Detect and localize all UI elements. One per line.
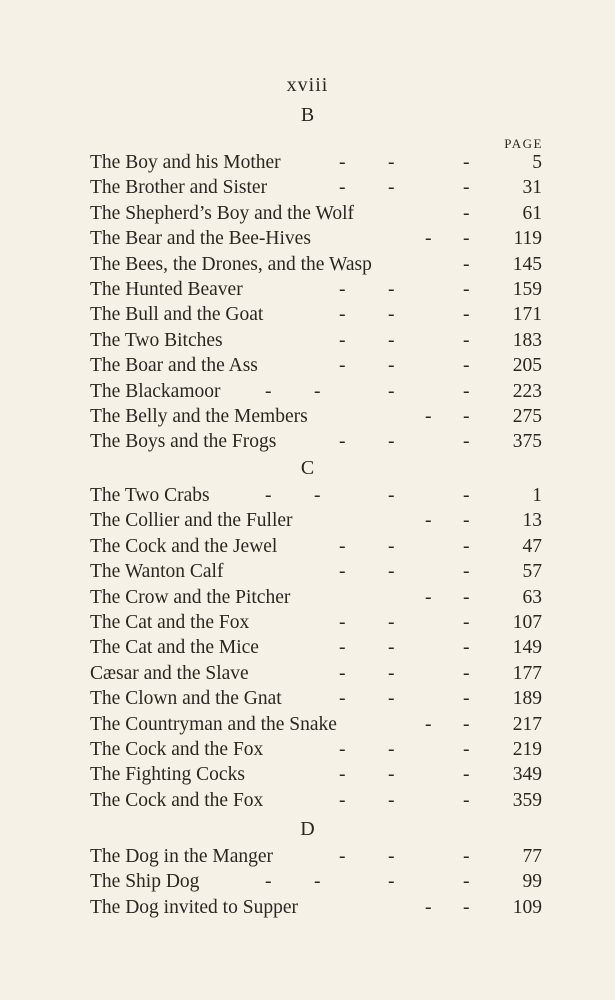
entry-title: The Dog invited to Supper [90,896,298,918]
entry-page-number: 1 [532,485,542,506]
dash-leader: - [265,871,272,893]
entry-title: The Cock and the Fox [90,789,264,811]
entry-page-number: 99 [522,871,542,893]
dash-leader: - [463,485,470,506]
index-entry [90,844,542,869]
dash-leader: - [314,871,321,893]
dash-leader: - [388,279,395,300]
entry-title: The Wanton Calf [90,561,224,583]
entry-title: The Shepherd’s Boy and the Wolf [90,202,354,224]
dash-leader: - [463,637,470,659]
section-letter-0: B [300,104,315,126]
section-letter-1: C [300,457,315,479]
dash-leader: - [388,637,395,659]
dash-leader: - [463,152,470,173]
dash-leader: - [314,485,321,506]
dash-leader: - [388,871,395,893]
entry-title: The Ship Dog [90,871,200,893]
entry-title: The Boy and his Mother [90,152,281,173]
dash-leader: - [463,329,470,351]
entry-title: The Collier and the Fuller [90,510,293,532]
dash-leader: - [463,789,470,811]
dash-leader: - [388,355,395,377]
entry-page-number: 189 [512,688,542,710]
dash-leader: - [463,304,470,326]
index-entry [90,483,542,508]
dash-leader: - [314,380,321,402]
dash-leader: - [425,896,432,918]
entry-page-number: 375 [512,431,542,453]
entry-title: The Fighting Cocks [90,764,245,786]
index-entry [90,201,542,226]
entry-title: The Belly and the Members [90,406,308,427]
index-entry [90,661,542,686]
index-entry [90,508,542,533]
entry-page-number: 217 [512,713,542,735]
dash-leader: - [265,485,272,506]
dash-leader: - [425,586,432,608]
dash-leader: - [339,177,346,199]
dash-leader: - [339,789,346,811]
dash-leader: - [463,535,470,557]
dash-leader: - [425,406,432,427]
dash-leader: - [463,713,470,735]
index-entry [90,353,542,378]
entry-page-number: 5 [532,152,542,173]
dash-leader: - [463,871,470,893]
entry-page-number: 119 [513,228,542,250]
entry-title: The Boys and the Frogs [90,431,277,453]
entry-page-number: 107 [512,612,542,633]
entry-page-number: 145 [512,253,542,275]
entry-title: The Cock and the Fox [90,739,264,760]
dash-leader: - [388,739,395,760]
index-entry [90,737,542,762]
dash-leader: - [388,764,395,786]
dash-leader: - [463,561,470,583]
entry-page-number: 183 [512,329,542,351]
dash-leader: - [388,561,395,583]
index-entry [90,302,542,327]
dash-leader: - [388,329,395,351]
index-entry [90,534,542,559]
index-entry [90,175,542,200]
dash-leader: - [463,380,470,402]
index-entry [90,610,542,635]
entry-page-number: 171 [512,304,542,326]
index-entry [90,379,542,404]
entry-page-number: 61 [522,202,542,224]
dash-leader: - [339,764,346,786]
entry-title: The Bull and the Goat [90,304,264,326]
dash-leader: - [339,662,346,684]
dash-leader: - [463,279,470,300]
dash-leader: - [463,228,470,250]
dash-leader: - [339,329,346,351]
index-entry [90,712,542,737]
dash-leader: - [339,846,346,867]
dash-leader: - [388,612,395,633]
index-entry [90,686,542,711]
dash-leader: - [463,764,470,786]
index-entry [90,895,542,920]
entry-page-number: 57 [522,561,542,583]
index-entry [90,150,542,175]
dash-leader: - [388,304,395,326]
dash-leader: - [388,662,395,684]
dash-leader: - [463,896,470,918]
dash-leader: - [463,202,470,224]
entry-title: The Dog in the Manger [90,846,274,867]
index-entry [90,328,542,353]
entry-title: The Blackamoor [90,380,221,402]
dash-leader: - [388,688,395,710]
entry-title: The Two Crabs [90,485,210,506]
dash-leader: - [388,431,395,453]
index-entry [90,635,542,660]
entry-title: The Brother and Sister [90,177,268,199]
dash-leader: - [388,485,395,506]
index-entry [90,252,542,277]
dash-leader: - [388,789,395,811]
dash-leader: - [339,279,346,300]
entry-page-number: 275 [512,406,542,427]
dash-leader: - [388,380,395,402]
dash-leader: - [388,177,395,199]
dash-leader: - [339,739,346,760]
dash-leader: - [463,406,470,427]
entry-title: The Hunted Beaver [90,279,243,300]
entry-page-number: 109 [512,896,542,918]
page-folio: xviii [286,74,329,96]
entry-title: The Boar and the Ass [90,355,258,377]
dash-leader: - [463,739,470,760]
entry-title: The Bear and the Bee-Hives [90,228,311,250]
dash-leader: - [339,152,346,173]
entry-page-number: 205 [512,355,542,377]
entry-page-number: 223 [512,380,542,402]
entry-page-number: 47 [522,535,542,557]
entry-title: The Cat and the Fox [90,612,250,633]
dash-leader: - [388,152,395,173]
dash-leader: - [463,510,470,532]
entry-title: The Cat and the Mice [90,637,259,659]
entry-page-number: 31 [522,177,542,199]
dash-leader: - [339,535,346,557]
dash-leader: - [425,228,432,250]
dash-leader: - [463,846,470,867]
entry-page-number: 219 [512,739,542,760]
dash-leader: - [463,688,470,710]
entry-page-number: 349 [512,764,542,786]
index-entry [90,788,542,813]
section-letter-2: D [300,818,315,840]
index-entry [90,869,542,894]
dash-leader: - [425,510,432,532]
index-entry [90,404,542,429]
dash-leader: - [463,253,470,275]
entry-title: The Crow and the Pitcher [90,586,291,608]
dash-leader: - [463,662,470,684]
dash-leader: - [339,355,346,377]
dash-leader: - [339,431,346,453]
entry-title: The Cock and the Jewel [90,535,278,557]
dash-leader: - [463,177,470,199]
entry-page-number: 13 [522,510,542,532]
entry-title: The Clown and the Gnat [90,688,282,710]
dash-leader: - [339,637,346,659]
entry-page-number: 77 [522,846,542,867]
entry-title: The Bees, the Drones, and the Wasp [90,253,372,275]
dash-leader: - [339,612,346,633]
entry-page-number: 177 [512,662,542,684]
entry-page-number: 359 [512,789,542,811]
entry-page-number: 159 [512,279,542,300]
dash-leader: - [339,688,346,710]
index-entry [90,762,542,787]
dash-leader: - [339,561,346,583]
dash-leader: - [463,431,470,453]
dash-leader: - [265,380,272,402]
entry-page-number: 63 [522,586,542,608]
index-entry [90,226,542,251]
dash-leader: - [463,586,470,608]
page-column-label: PAGE [504,136,543,151]
dash-leader: - [388,846,395,867]
index-entry [90,585,542,610]
entry-title: Cæsar and the Slave [90,662,249,684]
dash-leader: - [388,535,395,557]
entry-title: The Two Bitches [90,329,223,351]
dash-leader: - [463,612,470,633]
index-entry [90,277,542,302]
dash-leader: - [463,355,470,377]
index-entry [90,559,542,584]
entry-title: The Countryman and the Snake [90,713,337,735]
entry-page-number: 149 [512,637,542,659]
index-entry [90,429,542,454]
dash-leader: - [339,304,346,326]
dash-leader: - [425,713,432,735]
